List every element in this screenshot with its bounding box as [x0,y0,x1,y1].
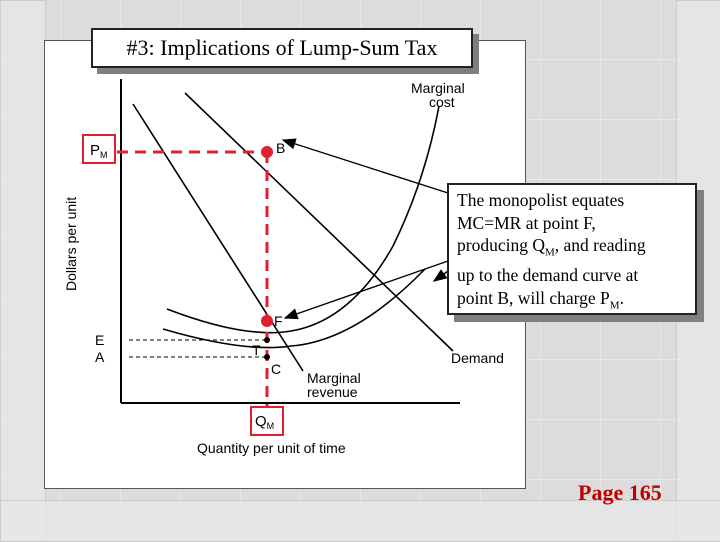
demand-label: Demand [451,350,504,366]
explanation-callout [447,183,697,315]
point-b-label: B [276,140,286,156]
point-c-marker [264,354,270,360]
slide-title: #3: Implications of Lump-Sum Tax [126,35,438,60]
point-c-label: C [271,361,282,377]
marginal-revenue-label-2: revenue [307,384,358,400]
callout-line-3: producing $Q_M$, and reading [457,235,646,259]
point-t-label: T [252,342,261,358]
marginal-cost-label-2: cost [429,94,455,110]
price-a-label: A [95,349,105,365]
callout-line-4: up to the demand curve at [457,265,639,285]
pm-label: $P_M$ [90,142,108,160]
arrow-to-mr [434,271,448,281]
callout-line-2: MC=MR at point F, [457,212,596,233]
callout-text [457,189,689,317]
point-f-label: F [274,313,283,329]
page-number-label: Page 165 [578,480,662,505]
point-t-marker [264,337,270,343]
board-edge-bottom [0,500,720,542]
y-axis-label: Dollars per unit [63,196,79,291]
price-e-label: E [95,332,105,348]
callout-line-1: The monopolist equates [457,190,625,210]
point-b-marker [261,146,273,158]
qm-label: $Q_M$ [255,413,275,431]
marginal-revenue-label-1: Marginal [307,370,361,386]
point-f-marker [261,315,273,327]
board-edge-left [0,0,46,542]
demand-curve [185,93,453,351]
average-cost-curve [163,269,425,348]
x-axis-label: Quantity per unit of time [197,440,346,456]
arrow-to-b [283,140,448,193]
arrow-to-f [285,261,448,318]
title-box [91,28,473,68]
marginal-cost-label-1: Marginal [411,80,465,96]
callout-line-5: point B, will charge $P_M$. [457,287,624,311]
